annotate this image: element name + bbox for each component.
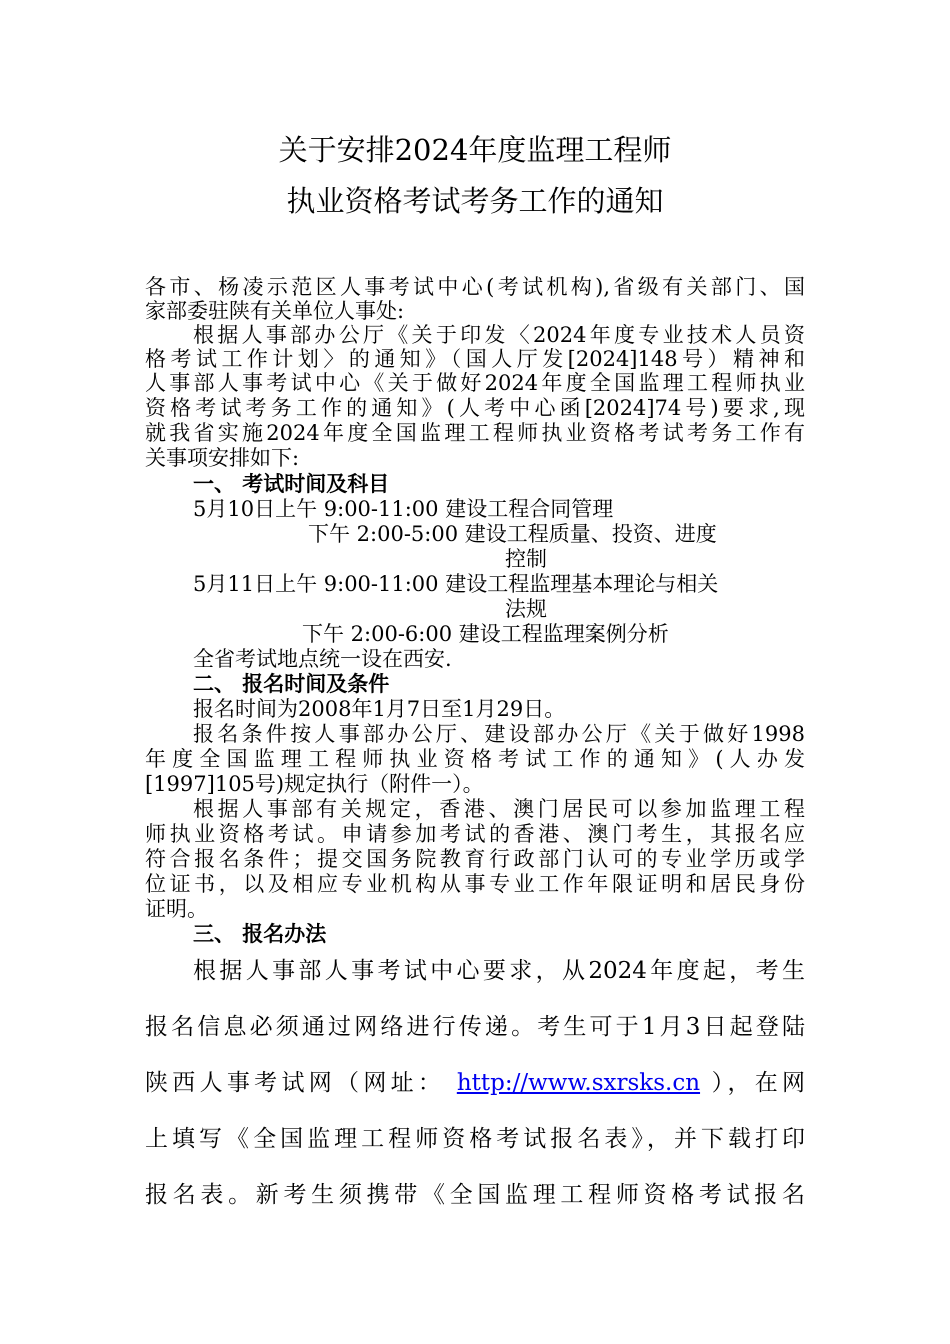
conditions-line-2: 年度全国监理工程师执业资格考试工作的通知》(人办发 [145,747,805,771]
method-line-3 [145,1068,805,1098]
hkmo-line-4: 位证书，以及相应专业机构从事专业工作年限证明和居民身份 [145,872,805,896]
hkmo-line-1: 根据人事部有关规定，香港、澳门居民可以参加监理工程 [193,797,805,821]
conditions-line-1: 报名条件按人事部办公厅、建设部办公厅《关于做好1998 [193,722,805,746]
method-line-1: 根据人事部人事考试中心要求，从2024年度起，考生 [193,958,805,984]
method-line-2: 报名信息必须通过网络进行传递。考生可于1月3日起登陆 [145,1014,805,1040]
intro-line-3: 人事部人事考试中心《关于做好2024年度全国监理工程师执业 [145,371,805,395]
addressee-line-2: 家部委驻陕有关单位人事处: [145,299,405,323]
intro-line-1: 根据人事部办公厅《关于印发〈2024年度专业技术人员资 [193,323,805,347]
schedule-may11-afternoon: 下午 2:00-6:00 建设工程监理案例分析 [302,622,669,646]
schedule-may10-morning: 5月10日上午 9:00-11:00 建设工程合同管理 [193,497,614,521]
conditions-line-3: [1997]105号)规定执行（附件一）。 [145,772,484,796]
section-1-heading: 一、 考试时间及科目 [193,471,390,496]
schedule-may11-morning: 5月11日上午 9:00-11:00 建设工程监理基本理论与相关 [193,572,719,596]
method-line-5: 报名表。新考生须携带《全国监理工程师资格考试报名 [145,1182,805,1208]
section-2-heading: 二、 报名时间及条件 [193,671,390,696]
exam-location: 全省考试地点统一设在西安. [193,647,452,671]
section-3-heading: 三、 报名办法 [193,921,327,946]
registration-time: 报名时间为2008年1月7日至1月29日。 [193,697,566,721]
schedule-may10-afternoon-cont: 控制 [505,547,547,571]
intro-line-4: 资格考试考务工作的通知》(人考中心函[2024]74号)要求,现 [145,396,805,420]
document-title-line-2: 执业资格考试考务工作的通知 [286,184,664,218]
intro-line-5: 就我省实施2024年度全国监理工程师执业资格考试考务工作有 [145,421,805,445]
hkmo-line-3: 符合报名条件；提交国务院教育行政部门认可的专业学历或学 [145,847,805,871]
website-link[interactable]: http://www.sxrsks.cn [456,1070,701,1096]
document-title-line-1: 关于安排2024年度监理工程师 [278,133,672,167]
schedule-may11-morning-cont: 法规 [505,597,547,621]
hkmo-line-2: 师执业资格考试。申请参加考试的香港、澳门考生，其报名应 [145,822,805,846]
method-line-3-tail: ），在网 [711,1070,806,1096]
method-line-3-text: 陕西人事考试网（网址： [145,1070,446,1096]
schedule-may10-afternoon: 下午 2:00-5:00 建设工程质量、投资、进度 [308,522,717,546]
addressee-line-1: 各市、杨凌示范区人事考试中心(考试机构),省级有关部门、国 [145,275,805,299]
intro-line-2: 格考试工作计划〉的通知》（国人厅发[2024]148号）精神和 [145,347,805,371]
intro-line-6: 关事项安排如下: [145,446,300,470]
method-line-4: 上填写《全国监理工程师资格考试报名表》，并下载打印 [145,1126,805,1152]
hkmo-line-5: 证明。 [145,897,208,921]
